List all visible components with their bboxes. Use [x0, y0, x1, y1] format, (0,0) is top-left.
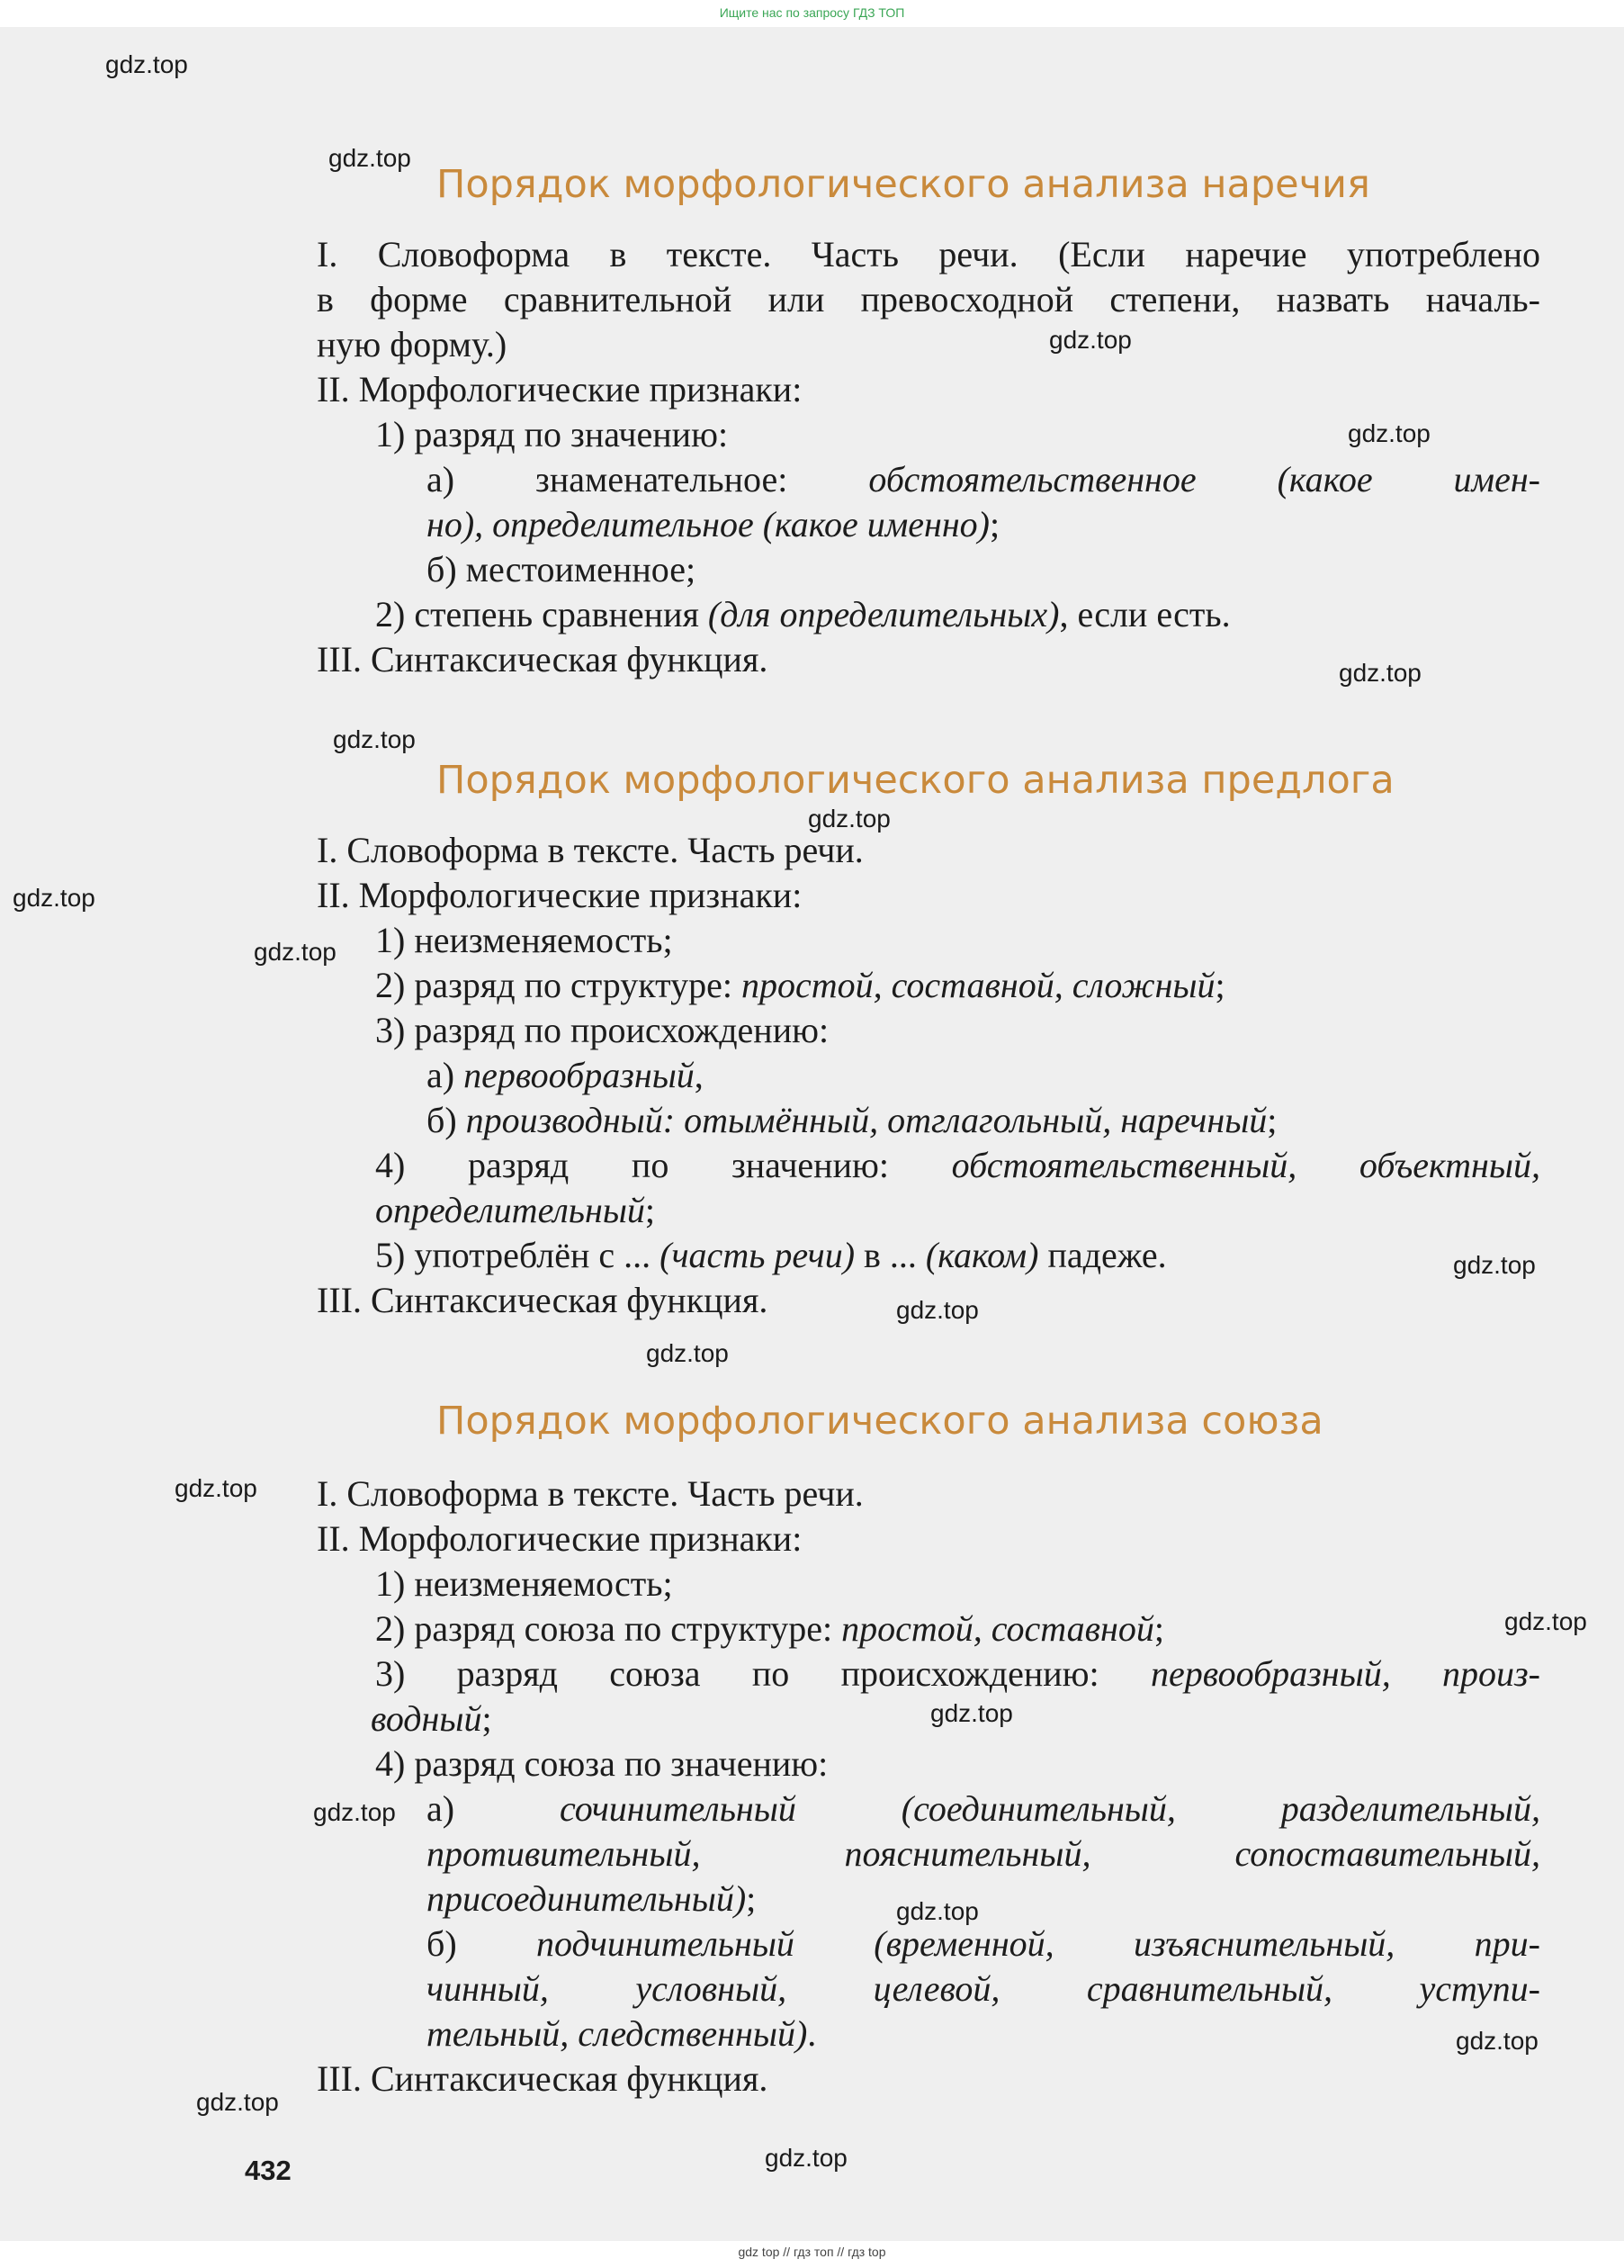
- prep-item-3a-text: первообразный: [463, 1055, 695, 1095]
- conj-item-4b-text3: тельный, следственный): [426, 2013, 808, 2054]
- conj-item-2-label: 2) разряд союза по структуре:: [375, 1608, 842, 1649]
- punct: ;: [481, 1698, 492, 1739]
- watermark: gdz.top: [1348, 419, 1431, 447]
- conj-item-4: 4) разряд союза по значению:: [375, 1743, 829, 1784]
- preposition-section: [317, 828, 1540, 1323]
- conj-item-4a-text2: противительный, пояснительный, сопоставительный,: [426, 1833, 1540, 1874]
- adverb-item-1a-cont: [317, 502, 1540, 547]
- watermark: gdz.top: [646, 1339, 729, 1367]
- adverb-item-1a-text2: но), определительное (какое именно): [426, 504, 990, 544]
- adverb-item-2-end: , если есть.: [1059, 594, 1231, 634]
- top-note: Ищите нас по запросу ГДЗ ТОП: [719, 5, 905, 20]
- watermark: gdz.top: [896, 1897, 979, 1925]
- watermark: gdz.top: [328, 144, 411, 172]
- watermark: gdz.top: [13, 884, 95, 912]
- bottom-note: gdz top // гдз топ // гдз top: [738, 2245, 886, 2259]
- punct: ;: [990, 504, 1000, 544]
- punct: .: [807, 2013, 817, 2054]
- prep-item-3a-label: а): [426, 1055, 464, 1095]
- prep-item-4-text2: определительный: [375, 1190, 645, 1230]
- prep-item-5: [317, 1233, 1540, 1278]
- conj-item-4b-cont2: [317, 2012, 1540, 2056]
- prep-item-3b: [317, 1098, 1540, 1143]
- adverb-l1-line3: ную форму.): [317, 324, 507, 364]
- conj-item-4a-text1: сочинительный (соединительный, разделительный,: [559, 1788, 1541, 1829]
- conj-item-4a-cont1: [317, 1832, 1540, 1876]
- conj-item-4a: [317, 1786, 1540, 1832]
- prep-item-3b-text: производный: отымённый, отглагольный, наречный: [465, 1100, 1268, 1140]
- punct: ;: [644, 1190, 656, 1230]
- punct: ;: [746, 1878, 757, 1919]
- preposition-heading: Порядок морфологического анализа предлога: [436, 758, 1395, 803]
- watermark: gdz.top: [1339, 659, 1422, 687]
- conj-item-3-label: 3) разряд союза по происхождению:: [375, 1653, 1151, 1694]
- prep-item-5-label: 5) употреблён с ...: [375, 1235, 660, 1275]
- conj-item-4b-cont1: [317, 1966, 1540, 2012]
- punct: ;: [1215, 965, 1225, 1005]
- adverb-item-1a: [317, 457, 1540, 502]
- adverb-item-2-label: 2) степень сравнения: [375, 594, 708, 634]
- prep-item-3a: [317, 1053, 1540, 1098]
- page-number: 432: [245, 2155, 292, 2186]
- watermark: gdz.top: [930, 1699, 1013, 1727]
- punct: ;: [1153, 1608, 1165, 1649]
- prep-item-5-text2: (каком): [925, 1235, 1039, 1275]
- conj-item-3-text: первообразный, произ-: [1151, 1653, 1540, 1694]
- prep-item-3: 3) разряд по происхождению:: [375, 1010, 830, 1050]
- conj-l2: II. Морфологические признаки:: [317, 1518, 803, 1559]
- watermark: gdz.top: [808, 805, 891, 832]
- conj-item-3-cont: [317, 1696, 1540, 1742]
- prep-item-4-cont: [317, 1188, 1540, 1233]
- adverb-section: [317, 232, 1540, 682]
- conj-item-1: 1) неизменяемость;: [375, 1563, 673, 1604]
- adverb-item-1a-text: обстоятельственное (какое имен-: [868, 459, 1540, 500]
- adverb-l3: III. Синтаксическая функция.: [317, 639, 768, 680]
- conj-item-3-text2: водный: [371, 1698, 482, 1739]
- conj-item-4b-label: б): [426, 1923, 537, 1964]
- conjunction-heading: Порядок морфологического анализа союза: [436, 1399, 1323, 1444]
- prep-item-3b-label: б): [426, 1100, 466, 1140]
- conj-item-4a-label: а): [426, 1788, 560, 1829]
- adverb-l1-line1: I. Словоформа в тексте. Часть речи. (Если наречие употреблено: [317, 234, 1540, 274]
- prep-item-5-text1: (часть речи): [659, 1235, 856, 1275]
- adverb-item-1: 1) разряд по значению:: [375, 414, 729, 454]
- watermark: gdz.top: [765, 2144, 848, 2172]
- watermark: gdz.top: [175, 1474, 257, 1502]
- conj-item-4b: [317, 1922, 1540, 1966]
- watermark: gdz.top: [196, 2088, 279, 2116]
- prep-item-4: [317, 1143, 1540, 1188]
- watermark: gdz.top: [105, 50, 188, 78]
- conjunction-section: [317, 1472, 1540, 2102]
- conj-item-2-text: простой, составной: [841, 1608, 1154, 1649]
- punct: ;: [1267, 1100, 1278, 1140]
- conj-l3: III. Синтаксическая функция.: [317, 2058, 768, 2099]
- prep-l2: II. Морфологические признаки:: [317, 875, 803, 915]
- prep-item-2-text: простой, составной, сложный: [740, 965, 1216, 1005]
- conj-item-4b-text1: подчинительный (временной, изъяснительный, при-: [536, 1923, 1540, 1964]
- adverb-item-1b: б) местоименное;: [426, 549, 696, 590]
- prep-item-5-end: падеже.: [1038, 1235, 1167, 1275]
- watermark: gdz.top: [896, 1296, 979, 1324]
- adverb-item-2: [317, 592, 1540, 637]
- adverb-heading: Порядок морфологического анализа наречия: [436, 162, 1370, 207]
- conj-item-2: [317, 1606, 1540, 1652]
- watermark: gdz.top: [254, 938, 336, 966]
- prep-item-2-label: 2) разряд по структуре:: [375, 965, 741, 1005]
- adverb-l2: II. Морфологические признаки:: [317, 369, 803, 410]
- adverb-item-2-text: (для определительных): [707, 594, 1060, 634]
- prep-item-4-label: 4) разряд по значению:: [375, 1145, 952, 1185]
- prep-item-1: 1) неизменяемость;: [375, 920, 673, 960]
- prep-item-4-text: обстоятельственный, объектный,: [951, 1145, 1540, 1185]
- conj-item-4b-text2: чинный, условный, целевой, сравнительный, уступи-: [426, 1968, 1540, 2009]
- conj-item-4a-text3: присоединительный): [426, 1878, 747, 1919]
- prep-l3: III. Синтаксическая функция.: [317, 1280, 768, 1320]
- prep-item-2: [317, 963, 1540, 1008]
- watermark: gdz.top: [1049, 326, 1132, 354]
- watermark: gdz.top: [313, 1798, 396, 1826]
- adverb-l1-line2: в форме сравнительной или превосходной степени, назвать началь-: [317, 279, 1540, 320]
- conj-item-3: [317, 1652, 1540, 1696]
- conj-l1: I. Словоформа в тексте. Часть речи.: [317, 1473, 864, 1514]
- watermark: gdz.top: [1456, 2027, 1539, 2055]
- watermark: gdz.top: [333, 725, 416, 753]
- watermark: gdz.top: [1504, 1607, 1587, 1635]
- watermark: gdz.top: [1453, 1251, 1536, 1279]
- prep-item-5-mid: в ...: [855, 1235, 926, 1275]
- adverb-item-1a-label: а) знаменательное:: [426, 459, 869, 500]
- punct: ,: [694, 1055, 704, 1095]
- prep-l1: I. Словоформа в тексте. Часть речи.: [317, 830, 864, 870]
